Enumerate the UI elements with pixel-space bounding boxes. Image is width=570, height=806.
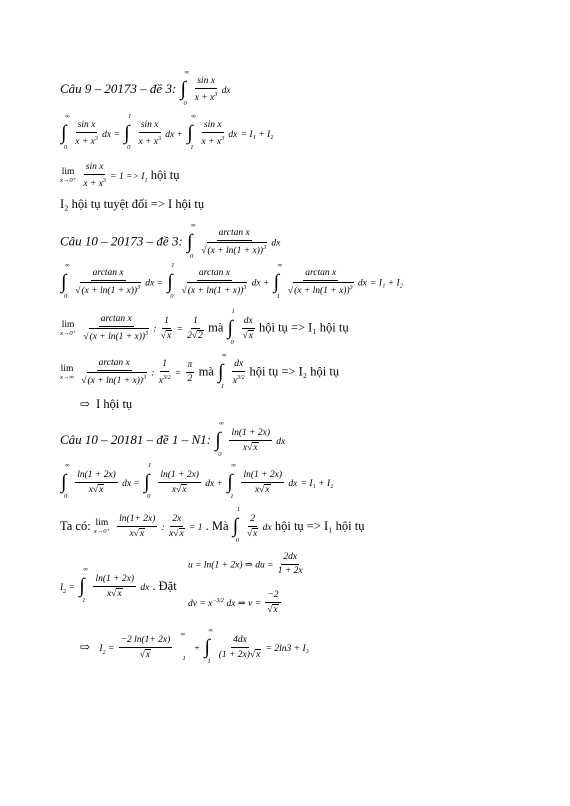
integral-sign: ∫ ∞ 0 [187, 221, 196, 260]
q10b-label: Câu 10 – 20181 – đề 1 – N1: [60, 431, 211, 447]
q10b-dat: . Đặt [149, 578, 177, 593]
fraction: $\frac{4dx}{(1 + 2x)√x}$ [218, 635, 261, 660]
integral-sign: ∫ ∞ 0 [180, 69, 190, 108]
fraction: $\frac{\text{sin x}}{x + x^3}$ [138, 120, 161, 148]
integral-sign: ∫ ∞ 0 [61, 261, 70, 300]
q10b-final-result: = 2ln3 + I₃ [265, 643, 309, 654]
q10a-limit-zero: lim x→0⁺ $\frac{\text{arctan x}}{√(x + \ln(1 + x))^3}$ : $\frac{1}{√x}$ = $\frac{1}{2√2}$ mà ∫ 1 0 $\frac{dx}{√x}$ hội tụ => I₁ hội tụ [60, 307, 349, 346]
q10b-v-line: dv = $x^{-3/2}$ dx ⇒ v = $\frac{-2}{√x}$ [188, 590, 279, 615]
limit: lim x→0⁺ [60, 319, 77, 337]
integral-sign: ∫ ∞ 0 [215, 420, 224, 458]
fraction: $\frac{1}{√x}$ [160, 315, 172, 341]
fraction: $\frac{\text{arctan x}}{√(x + \ln(1 + x))^3}$ [83, 314, 149, 343]
integral-sign: ∫ 1 0 [232, 506, 240, 544]
integral-sign: ∫ ∞ 1 [217, 351, 227, 390]
fraction: $\frac{\text{sin x}}{x + x^3}$ [194, 76, 218, 104]
fraction: $\frac{\pi}{2}$ [187, 360, 193, 385]
q10a-ma-2: mà [198, 364, 217, 379]
q9-split-result: = I₁ + I₂ [240, 130, 274, 141]
integral-sign: ∫ ∞ 0 [61, 462, 70, 500]
q9-hoitu: hội tụ [150, 168, 180, 183]
fraction: $\frac{\ln(1 + 2x)}{x√x}$ [243, 470, 283, 495]
q10a-ma-1: mà [208, 320, 227, 335]
q10b-taco-label: Ta có: [60, 518, 94, 533]
q10a-split-result: = I₁ + I₂ [370, 278, 403, 289]
fraction: $\frac{\text{arctan x}}{√(x + \ln(1 + x))^3}$ [201, 228, 267, 257]
fraction: $\frac{\ln(1 + 2x)}{x√x}$ [95, 574, 135, 599]
q9-label: Câu 9 – 20173 – đề 3: [60, 81, 177, 97]
fraction: $\frac{\ln(1 + 2x)}{x√x}$ [160, 470, 199, 495]
fraction: $\frac{\text{arctan x}}{√(x + \ln(1 + x))^3}$ [181, 268, 247, 297]
evaluation-bar: ∞ 1 [180, 631, 186, 662]
fraction: $\frac{dx}{√x}$ [242, 315, 253, 341]
integral-sign: ∫ ∞ 1 [187, 113, 196, 152]
q10a-conclusion-line [80, 398, 132, 411]
integral-sign: ∫ ∞ 1 [227, 462, 236, 500]
q10a-conc1: hội tụ => I₁ hội tụ [258, 320, 349, 335]
q10b-i2: $I_2$ = ∫ ∞ 1 $\frac{\ln(1 + 2x)}{x√x}$ dx . Đặt [60, 566, 177, 604]
integral-sign: ∫ 1 0 [227, 307, 235, 346]
fraction: $\frac{1}{2√2}$ [187, 315, 203, 341]
fraction: $\frac{2x}{x√x}$ [169, 514, 184, 539]
q10b-split: ∫ ∞ 0 $\frac{\ln(1 + 2x)}{x√x}$ dx = ∫ 1 0 $\frac{\ln(1 + 2x)}{x√x}$ dx + ∫ ∞ 1 $\frac{\ln(1 + 2x)}{x√x}$ dx = I₁ + I₂ [61, 462, 334, 500]
fraction: $\frac{\text{arctan x}}{√(x + \ln(1 + x))^3}$ [287, 268, 353, 297]
q10b-taco: Ta có: lim x→0⁺ $\frac{\ln(1+ 2x)}{x√x}$ : $\frac{2x}{x√x}$ = 1 . Mà ∫ 1 0 $\frac{2}{√x}$ dx hội tụ => I₁ hội tụ [60, 506, 365, 544]
fraction: $\frac{2dx}{1 + 2x}$ [277, 552, 303, 576]
q10b-u-line: u = ln(1 + 2x) ⇒ du = $\frac{2dx}{1 + 2x}$ [188, 552, 303, 576]
q10a-conc2: hội tụ => I₂ hội tụ [249, 364, 340, 379]
q10a-limit-inf: lim x→∞ $\frac{\text{arctan x}}{√(x + \ln(1 + x))^3}$ : $\frac{1}{x^{3/2}}$ = $\frac{\pi}{2}$ mà ∫ ∞ 1 $\frac{dx}{x^{3/2}}$ hội tụ => I₂ hội tụ [60, 351, 340, 390]
fraction: $\frac{2}{√x}$ [246, 514, 258, 539]
fraction: $\frac{1}{x^{3/2}}$ [158, 358, 171, 386]
q10a-label: Câu 10 – 20173 – đề 3: [60, 233, 183, 249]
integral-sign: ∫ ∞ 1 [79, 566, 88, 604]
fraction: $\frac{\text{sin x}}{x + x^3}$ [83, 162, 106, 190]
limit: lim x→0⁺ [93, 518, 110, 535]
q9-limit: lim x→0⁺ $\frac{\text{sin x}}{x + x^3}$ = $1 => I_1$ hội tụ [60, 162, 180, 190]
q9-i2-line: I₂ hội tụ tuyệt đối => I hội tụ [60, 197, 205, 211]
limit: lim x→0⁺ [60, 167, 77, 185]
q9-split: ∫ ∞ 0 $\frac{\text{sin x}}{x + x^3}$ dx = ∫ 1 0 $\frac{\text{sin x}}{x + x^3}$ dx + ∫ ∞ 1 $\frac{\text{sin x}}{x + x^3}$ dx = I₁ + I₂ [61, 113, 274, 152]
fraction: $\frac{dx}{x^{3/2}}$ [232, 358, 245, 386]
q10b-heading: Câu 10 – 20181 – đề 1 – N1: ∫ ∞ 0 $\frac{\ln(1 + 2x)}{x√x}$ dx [60, 420, 286, 458]
q10b-ma: . Mà [202, 518, 232, 533]
integral-sign: ∫ 1 0 [167, 261, 175, 300]
integral-sign: ∫ ∞ 1 [204, 627, 214, 665]
fraction: $\frac{\ln(1 + 2x)}{x√x}$ [77, 470, 116, 495]
right-arrow-outline-icon: ⇨ [80, 639, 91, 654]
fraction: $\frac{-2 \ln(1+ 2x)}{√x}$ [120, 635, 171, 660]
integral-sign: ∫ ∞ 0 [61, 113, 70, 152]
q10b-split-result: = I₁ + I₂ [300, 478, 334, 489]
q10b-conc1: hội tụ => I₁ hội tụ [274, 518, 365, 533]
fraction: $\frac{\ln(1 + 2x)}{x√x}$ [231, 428, 271, 453]
fraction: $\frac{\text{sin x}}{x + x^3}$ [201, 120, 225, 148]
right-arrow-outline-icon: ⇨ [80, 397, 91, 411]
integral-sign: ∫ ∞ 1 [273, 261, 283, 300]
integral-sign: ∫ 1 0 [144, 462, 152, 500]
q10a-conclusion: I hội tụ [96, 397, 133, 411]
q9-heading: Câu 9 – 20173 – đề 3: ∫ ∞ 0 $\frac{\text{sin x}}{x + x^3}$ dx [60, 69, 231, 108]
q10b-final: ⇨ $I_2$ = $\frac{-2 \ln(1+ 2x)}{√x}$ ∞ 1 + ∫ ∞ 1 $\frac{4dx}{(1 + 2x)√x}$ = 2ln3 + I₃ [80, 627, 309, 665]
fraction: $\frac{\text{arctan x}}{√(x + \ln(1 + x))^3}$ [81, 358, 147, 387]
q10a-split: ∫ ∞ 0 $\frac{\text{arctan x}}{√(x + \ln(1 + x))^3}$ dx = ∫ 1 0 $\frac{\text{arctan x}}{√(x + \ln(1 + x))^3}$ dx + ∫ ∞ 1 $\frac{\text{arctan x}}{√(x + \ln(1 + x))^3}$ dx = I₁ + I₂ [61, 261, 403, 300]
fraction: $\frac{\ln(1+ 2x)}{x√x}$ [119, 514, 156, 539]
integral-sign: ∫ 1 0 [124, 113, 132, 152]
fraction: $\frac{\text{sin x}}{x + x^3}$ [75, 120, 98, 148]
fraction: $\frac{\text{arctan x}}{√(x + \ln(1 + x))^3}$ [75, 268, 141, 297]
fraction: $\frac{-2}{√x}$ [267, 590, 279, 615]
q10a-heading: Câu 10 – 20173 – đề 3: ∫ ∞ 0 $\frac{\text{arctan x}}{√(x + \ln(1 + x))^3}$ dx [60, 221, 281, 260]
limit: lim x→∞ [60, 363, 75, 381]
